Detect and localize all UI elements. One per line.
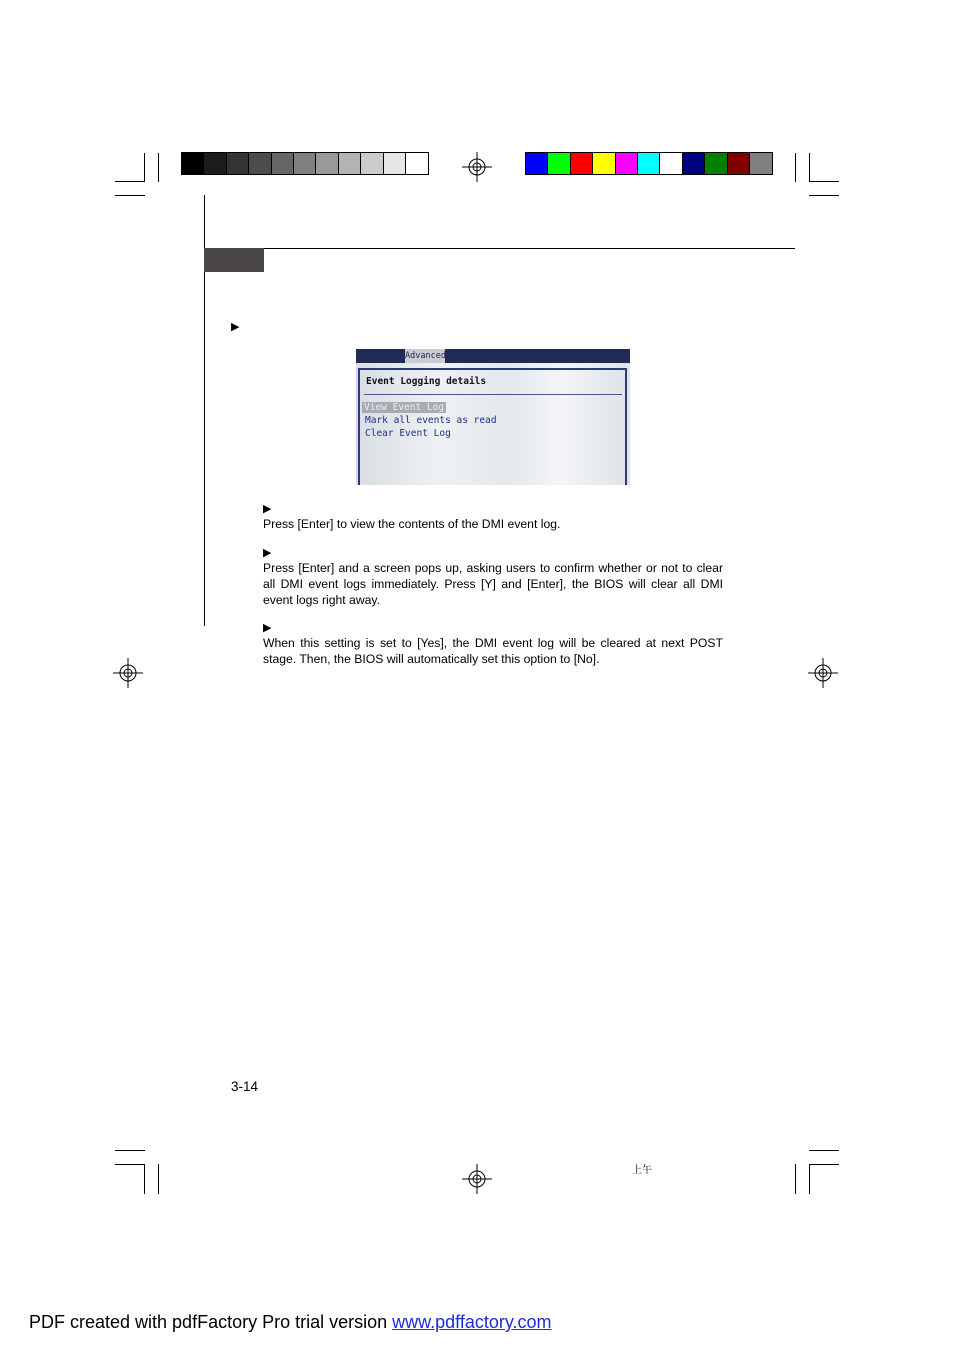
bios-menu-bar [356, 349, 630, 363]
color-swatch [616, 153, 638, 174]
crop-mark [115, 1150, 145, 1151]
crop-mark [809, 195, 839, 196]
bios-divider [364, 394, 622, 395]
bios-item-clear-event-log: Clear Event Log [365, 428, 451, 439]
color-swatch [571, 153, 593, 174]
color-swatch [728, 153, 750, 174]
crop-mark [158, 153, 159, 182]
color-swatch [638, 153, 660, 174]
color-calibration-bar [525, 152, 773, 175]
pdf-footer [29, 1311, 552, 1333]
crop-mark [144, 1164, 145, 1194]
crop-mark [809, 1164, 810, 1194]
page-number: 3-14 [231, 1079, 259, 1094]
section-description: Press [Enter] and a screen pops up, asking users to confirm whether or not to clear all DMI event logs immediately. Press [Y] and [Enter], the BIOS will clear all DMI event logs right away. [263, 561, 723, 607]
bios-heading: Event Logging details [366, 376, 487, 387]
registration-target-icon [113, 658, 143, 688]
registration-target-icon [462, 1164, 492, 1194]
color-swatch [750, 153, 772, 174]
color-swatch [526, 153, 548, 174]
bios-tab-advanced: Advanced [405, 351, 446, 361]
color-swatch [384, 153, 406, 174]
grayscale-calibration-bar [181, 152, 429, 175]
item-bullet-icon: ▶ [263, 503, 272, 515]
crop-mark [115, 1164, 145, 1165]
color-swatch [204, 153, 226, 174]
crop-mark [795, 153, 796, 182]
color-swatch [361, 153, 383, 174]
color-swatch [249, 153, 271, 174]
color-swatch [705, 153, 727, 174]
footer-text: PDF created with pdfFactory Pro trial version [29, 1312, 393, 1332]
color-swatch [316, 153, 338, 174]
color-swatch [593, 153, 615, 174]
crop-mark [809, 1150, 839, 1151]
bios-item-view-event-log: View Event Log [364, 402, 445, 413]
header-rule [204, 248, 795, 249]
section-description: Press [Enter] to view the contents of the DMI event log. [263, 517, 561, 531]
color-swatch [227, 153, 249, 174]
color-swatch [683, 153, 705, 174]
color-swatch [339, 153, 361, 174]
item-bullet-icon: ▶ [263, 622, 272, 634]
small-mark: 上午 [632, 1165, 652, 1176]
crop-mark [809, 153, 810, 182]
crop-mark [115, 195, 145, 196]
crop-mark [809, 1164, 839, 1165]
color-swatch [548, 153, 570, 174]
color-swatch [294, 153, 316, 174]
registration-target-icon [808, 658, 838, 688]
section-bullet-icon: ▶ [231, 321, 240, 333]
section-description: When this setting is set to [Yes], the DMI event log will be cleared at next POST stage. Then, the BIOS will automatically set this option to [No]. [263, 636, 723, 666]
color-swatch [272, 153, 294, 174]
crop-mark [809, 181, 839, 182]
footer-link[interactable]: www.pdffactory.com [392, 1312, 552, 1332]
crop-mark [115, 181, 145, 182]
chapter-tab [204, 248, 264, 272]
crop-mark [144, 153, 145, 182]
crop-mark [158, 1164, 159, 1194]
color-swatch [182, 153, 204, 174]
crop-mark [795, 1164, 796, 1194]
bios-item-mark-all-read: Mark all events as read [365, 415, 497, 426]
color-swatch [406, 153, 428, 174]
bios-screenshot [356, 349, 630, 485]
item-bullet-icon: ▶ [263, 547, 272, 559]
registration-target-icon [462, 152, 492, 182]
color-swatch [660, 153, 682, 174]
